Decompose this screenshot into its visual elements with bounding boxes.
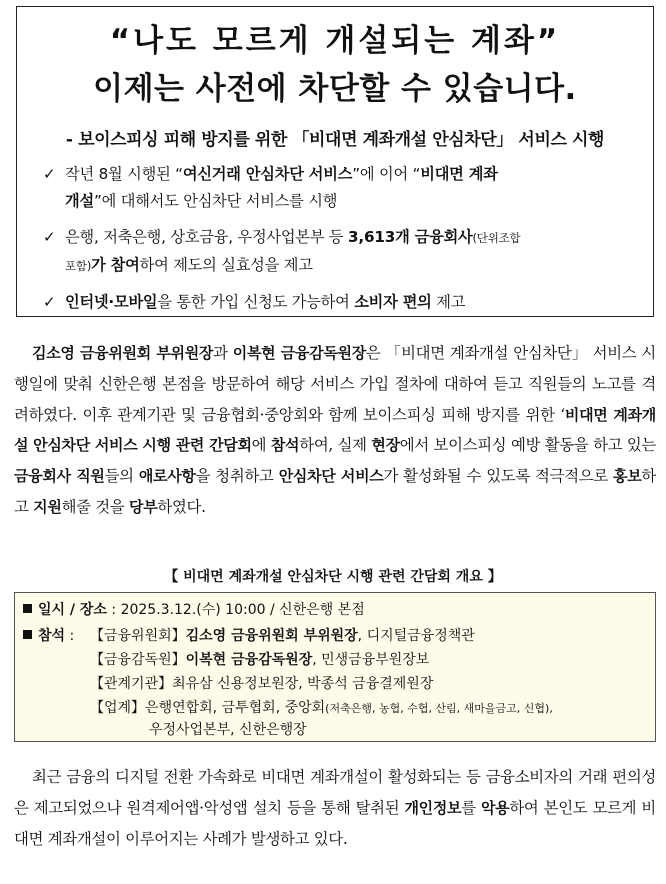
checkmark-icon: ✓: [43, 228, 56, 246]
headline-title-line2: 이제는 사전에 차단할 수 있습니다.: [93, 71, 577, 107]
meeting-heading: 【 비대면 계좌개설 안심차단 시행 관련 간담회 개요 】: [164, 569, 502, 585]
checkmark-icon: ✓: [43, 293, 56, 311]
bullet-bold: 여신거래 안심차단 서비스: [182, 165, 353, 183]
attendee-text: , 디지털금융정책관: [357, 628, 475, 644]
para-bold: 홍보: [613, 467, 642, 486]
bullet-small: (단위조합: [472, 231, 521, 245]
bullet-bold: 3,613개 금융회사: [348, 228, 473, 246]
para-bold: 당부: [129, 497, 158, 516]
para-bold: 참석: [270, 436, 300, 455]
headline-title-line1: “나도 모르게 개설되는 계좌”: [109, 23, 561, 59]
summary-bullets: [43, 161, 649, 316]
square-bullet-icon: [23, 604, 32, 613]
bullet-bold: 비대면 계좌: [420, 165, 498, 183]
para-bold: 현장: [371, 436, 400, 455]
bullet-bold: 가 참여: [91, 256, 140, 274]
para-text: 하였다.: [157, 497, 206, 516]
attendee-org-tag: 【관계기관】: [90, 676, 173, 692]
para-bold: 비대면 계좌개설 안심차단 서비스 시행 관련 간담회: [14, 405, 656, 455]
attendee-small: (저축은행, 농협, 수협, 산림, 새마을금고, 신협),: [325, 702, 553, 715]
para-bold: 지원: [33, 497, 62, 516]
attendee-fss: [90, 649, 429, 669]
para-text: 들의: [104, 467, 139, 486]
bullet-text: 작년 8월 시행된 “: [65, 165, 183, 183]
attendee-related: [90, 673, 433, 693]
para-text: 가 활성화될 수 있도록 적극적으로: [383, 467, 614, 486]
headline-subtitle: - 보이스피싱 피해 방지를 위한 「비대면 계좌개설 안심차단」 서비스 시행: [65, 130, 605, 150]
attendee-bold: 김소영 금융위원회 부위원장: [185, 628, 358, 644]
bullet-text: 제고: [431, 293, 466, 311]
attendee-org-tag: 【금융위원회】: [90, 628, 186, 644]
meeting-date-value: : 2025.3.12.(수) 10:00 / 신한은행 본점: [106, 602, 365, 618]
para-bold: 김소영 금융위원회 부위원장: [32, 344, 214, 362]
para-bold: 악용: [480, 798, 510, 817]
bullet-text: ”에 이어 “: [352, 165, 421, 183]
para-text: 를: [461, 798, 481, 817]
headline-box: [16, 6, 654, 317]
bullet-bold: 인터넷·모바일: [65, 293, 158, 311]
attendee-text: , 민생금융부원장보: [312, 652, 430, 668]
para-text: 하고: [14, 467, 656, 516]
meeting-overview-box: [14, 592, 656, 742]
body-paragraph-1: [14, 338, 656, 523]
attendee-industry: [90, 697, 553, 717]
square-bullet-icon: [23, 630, 32, 639]
attendee-org-tag: 【업계】: [90, 700, 146, 716]
para-bold: 안심차단 서비스: [278, 467, 384, 486]
bullet-text: 을 통한 가입 신청도 가능하여: [157, 293, 355, 311]
attendee-text: 최유삼 신용정보원장, 박종석 금융결제원장: [172, 676, 434, 692]
para-text: 하여 본인도 모르게 비대면 계좌개설이 이루어지는 사례가 발생하고 있다.: [14, 798, 656, 848]
summary-bullet-2: [43, 224, 649, 280]
meeting-attendees-label: 참석: [38, 628, 66, 644]
bullet-text: ”에 대해서도 안심차단 서비스를 시행: [93, 192, 338, 210]
attendee-org-tag: 【금융감독원】: [90, 652, 186, 668]
summary-bullet-3: [43, 289, 649, 316]
para-text: 을 청취하고: [195, 467, 279, 486]
para-bold: 이복현 금융감독원장: [232, 344, 366, 362]
para-text: 하여, 실제: [299, 436, 372, 455]
para-text: 과: [213, 344, 233, 362]
meeting-attendees-row: [23, 625, 74, 645]
checkmark-icon: ✓: [43, 165, 56, 183]
para-bold: 금융회사 직원: [14, 467, 105, 486]
meeting-date-row: [23, 599, 365, 619]
colon: :: [65, 628, 75, 644]
body-paragraph-2: [14, 762, 656, 854]
bullet-small: 포함): [65, 259, 92, 273]
bullet-text: 하여 제도의 실효성을 제고: [139, 256, 313, 274]
para-bold: 애로사항: [138, 467, 196, 486]
meeting-date-label: 일시 / 장소: [38, 602, 107, 618]
attendee-industry-line2: 우정사업본부, 신한은행장: [149, 722, 307, 738]
attendee-text: 은행연합회, 금투협회, 중앙회: [145, 700, 326, 716]
bullet-text: 은행, 저축은행, 상호금융, 우정사업본부 등: [65, 228, 349, 246]
para-text: 해줄 것을: [61, 497, 130, 516]
attendee-bold: 이복현 금융감독원장: [185, 652, 313, 668]
summary-bullet-1: [43, 161, 649, 215]
para-text: 에: [251, 436, 271, 455]
para-text: 은 「비대면 계좌개설 안심차단」 서비스 시행일에 맞춰 신한은행 본점을 방문하여 해당 서비스 가입 절차에 대하여 듣고 직원들의 노고를 격려하였다. 이후 관계기관 및 금융협회·중앙회와 함께 보이스피싱 피해 방지를 위한 ‘: [14, 344, 656, 424]
para-bold: 개인정보: [404, 798, 462, 817]
para-text: 최근 금융의 디지털 전환 가속화로 비대면 계좌개설이 활성화되는 등 금융소비자의 거래 편의성은 제고되었으나 원격제어앱·악성앱 설치 등을 통해 탈취된: [14, 768, 656, 817]
bullet-bold: 개설: [65, 192, 94, 210]
para-text: 에서 보이스피싱 예방 활동을 하고 있는: [399, 436, 656, 455]
bullet-bold: 소비자 편의: [354, 293, 432, 311]
attendee-fsc: [90, 625, 475, 645]
